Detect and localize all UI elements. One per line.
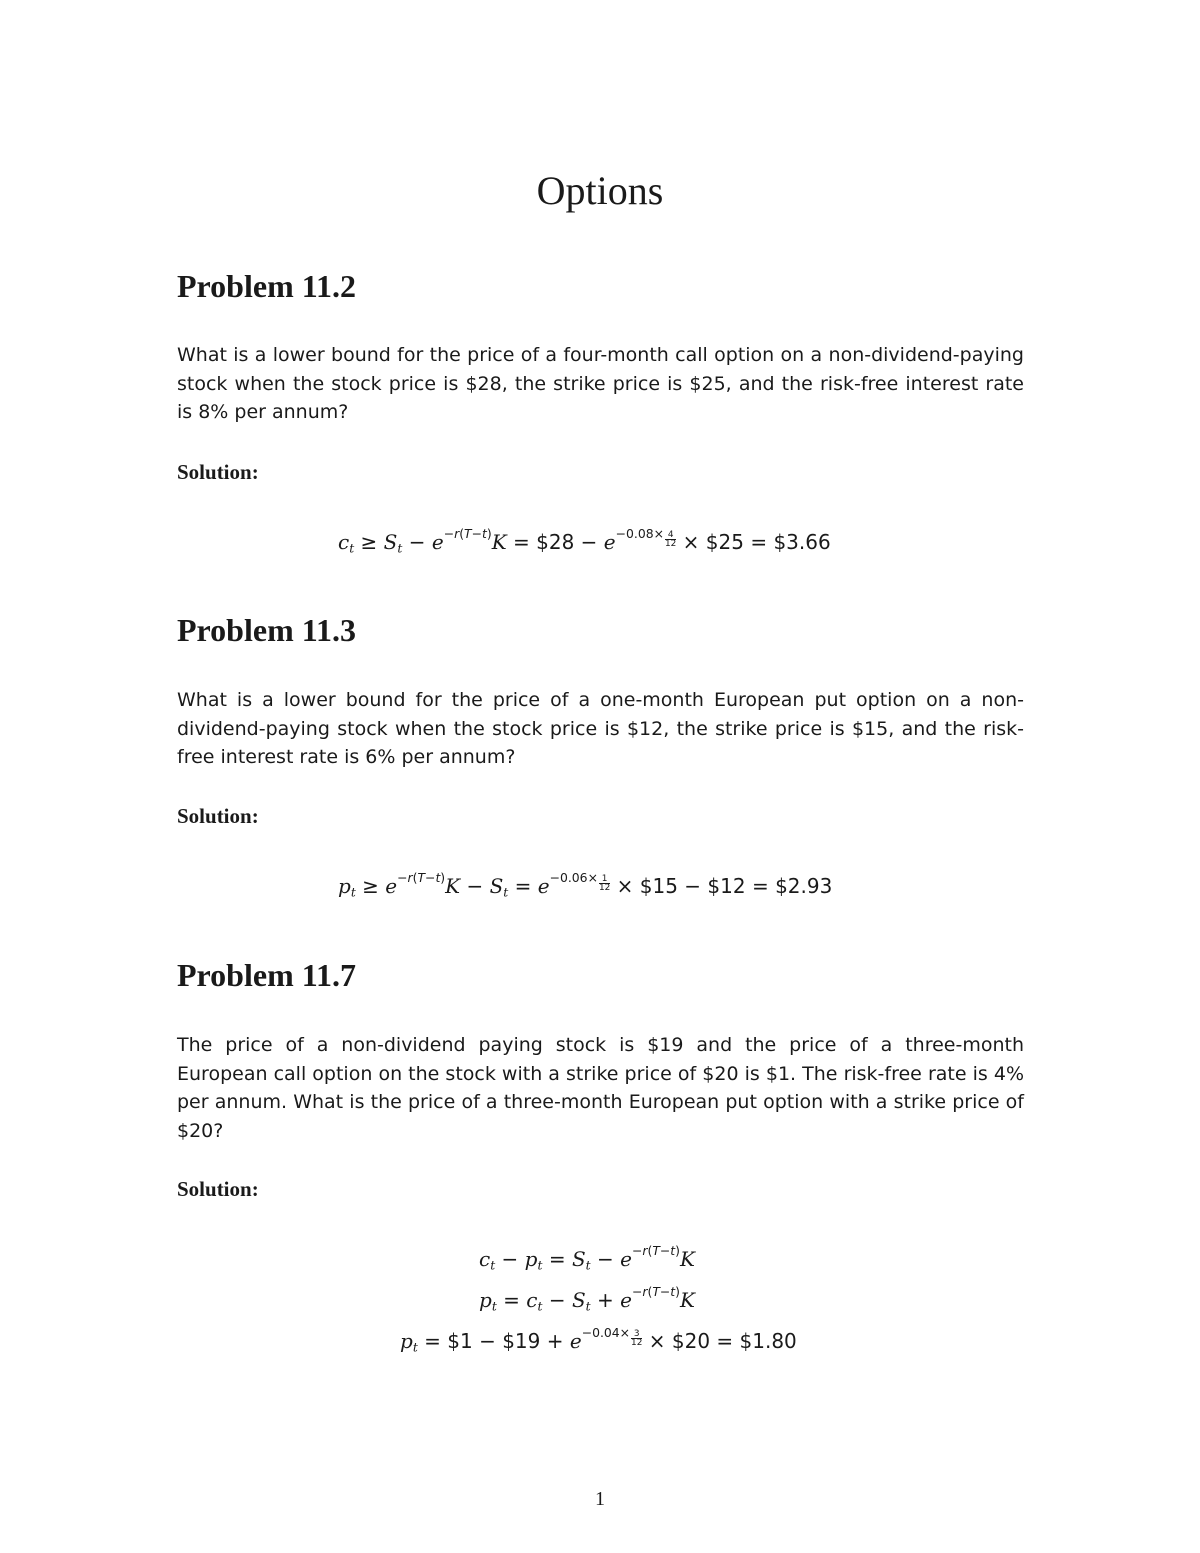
equation-put-rearranged: $p_t = c_t - S_t + e^{-r(T-t)}K$ — [479, 1283, 695, 1314]
problem-text: The price of a non-dividend paying stock is $19 and the price of a three-month European call option on the stock with a strike price of $20 is $1. The risk-free rate is 4% per annum. What is the price of a three-month European put option with a strike price of $20? — [177, 1034, 1024, 1142]
equation-put-price: $p_t$ = $1 − $19 + $e^{-0.04\times \frac{3}{12}}$ × $20 = $1.80 — [400, 1324, 797, 1355]
equation-result: × $15 − $12 = $2.93 — [610, 874, 833, 898]
solution-label: Solution: — [177, 1177, 259, 1201]
equation-put-lower-bound: $p_t \ge e^{-r(T-t)}K - S_t = e^{-0.06\times \frac{1}{12}}$ × $15 − $12 = $2.93 — [338, 869, 833, 900]
solution-label: Solution: — [177, 460, 259, 484]
equation-call-lower-bound: $c_t \ge S_t - e^{-r(T-t)}K$ = $28 − $e^{-0.08\times \frac{4}{12}}$ × $25 = $3.66 — [338, 525, 831, 556]
problem-text: What is a lower bound for the price of a one-month European put option on a non-dividend-paying stock when the stock price is $12, the strike price is $15, and the risk-free interest rate is 6% per annum? — [177, 689, 1024, 768]
solution-label: Solution: — [177, 804, 259, 828]
equation-result: × $25 = $3.66 — [676, 530, 831, 554]
problem-text: What is a lower bound for the price of a four-month call option on a non-dividend-paying stock when the stock price is $28, the strike price is $25, and the risk-free interest rate is 8% per annum? — [177, 344, 1024, 423]
problem-heading: Problem 11.7 — [177, 957, 356, 993]
problem-heading: Problem 11.2 — [177, 268, 356, 304]
problem-heading: Problem 11.3 — [177, 612, 356, 648]
equation-result: × $20 = $1.80 — [642, 1329, 797, 1353]
page-number: 1 — [595, 1488, 605, 1510]
document-title: Options — [536, 168, 664, 213]
equation-put-call-parity: $c_t - p_t = S_t - e^{-r(T-t)}K$ — [479, 1242, 695, 1273]
